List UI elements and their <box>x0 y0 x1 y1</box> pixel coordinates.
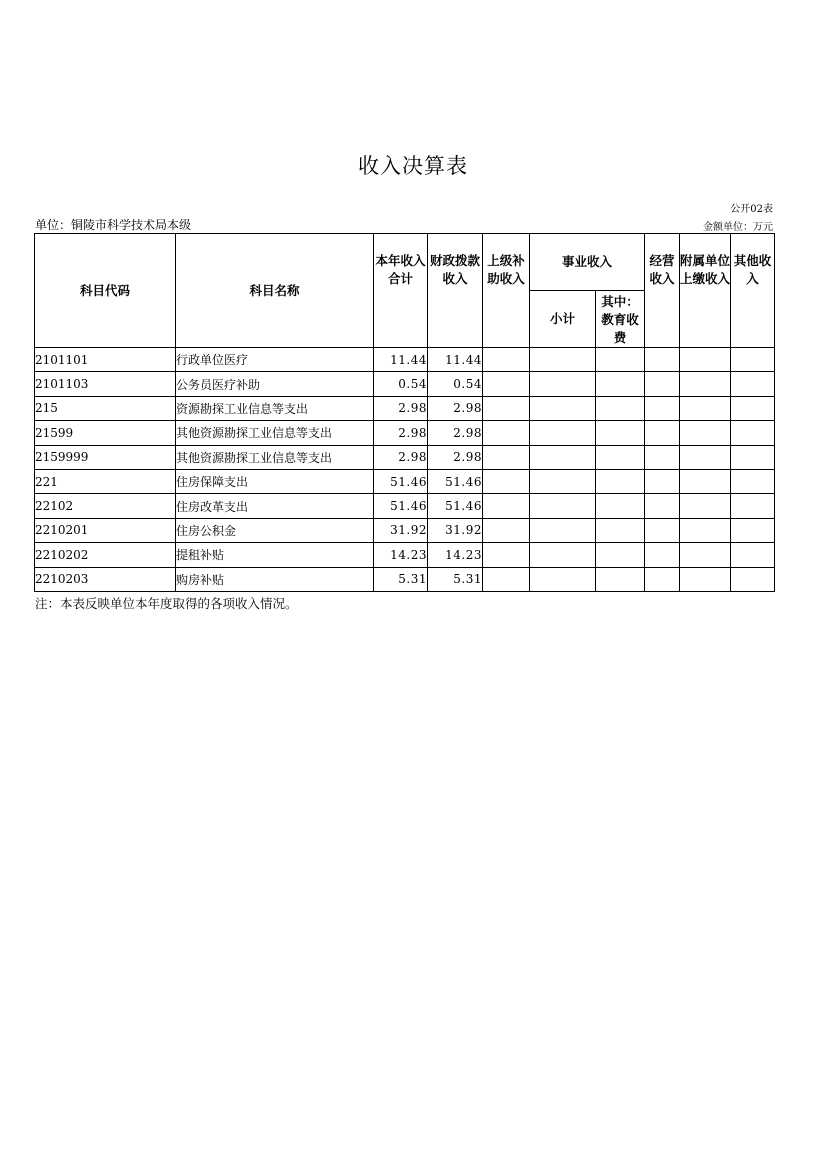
cell-education <box>596 494 645 518</box>
header-code: 科目代码 <box>35 234 176 348</box>
cell-name: 住房改革支出 <box>176 494 374 518</box>
header-superior: 上级补助收入 <box>483 234 530 348</box>
cell-total: 11.44 <box>374 348 428 372</box>
cell-operating <box>645 396 680 420</box>
cell-superior <box>483 518 530 542</box>
cell-fiscal: 31.92 <box>428 518 483 542</box>
cell-fiscal: 2.98 <box>428 396 483 420</box>
cell-total: 2.98 <box>374 396 428 420</box>
table-row <box>35 421 775 445</box>
cell-affiliated <box>680 567 731 591</box>
cell-name: 住房公积金 <box>176 518 374 542</box>
table-row <box>35 567 775 591</box>
header-education: 其中：教育收费 <box>596 291 645 348</box>
table-row <box>35 396 775 420</box>
cell-name: 资源勘探工业信息等支出 <box>176 396 374 420</box>
cell-subtotal <box>530 396 596 420</box>
cell-superior <box>483 567 530 591</box>
table-row <box>35 543 775 567</box>
cell-affiliated <box>680 518 731 542</box>
cell-subtotal <box>530 421 596 445</box>
cell-fiscal: 5.31 <box>428 567 483 591</box>
cell-code: 2101103 <box>35 372 176 396</box>
cell-fiscal: 2.98 <box>428 421 483 445</box>
cell-name: 公务员医疗补助 <box>176 372 374 396</box>
cell-code: 2210201 <box>35 518 176 542</box>
cell-name: 住房保障支出 <box>176 469 374 493</box>
cell-name: 其他资源勘探工业信息等支出 <box>176 421 374 445</box>
cell-name: 行政单位医疗 <box>176 348 374 372</box>
cell-code: 22102 <box>35 494 176 518</box>
cell-affiliated <box>680 445 731 469</box>
cell-superior <box>483 543 530 567</box>
cell-education <box>596 372 645 396</box>
cell-subtotal <box>530 348 596 372</box>
cell-superior <box>483 348 530 372</box>
cell-code: 221 <box>35 469 176 493</box>
cell-other <box>731 518 775 542</box>
cell-total: 2.98 <box>374 445 428 469</box>
cell-operating <box>645 372 680 396</box>
cell-total: 51.46 <box>374 469 428 493</box>
cell-total: 2.98 <box>374 421 428 445</box>
cell-affiliated <box>680 372 731 396</box>
cell-other <box>731 445 775 469</box>
header-business: 事业收入 <box>530 234 645 291</box>
cell-fiscal: 51.46 <box>428 494 483 518</box>
cell-subtotal <box>530 567 596 591</box>
cell-education <box>596 445 645 469</box>
cell-fiscal: 51.46 <box>428 469 483 493</box>
cell-other <box>731 567 775 591</box>
cell-code: 2210202 <box>35 543 176 567</box>
cell-education <box>596 567 645 591</box>
table-row <box>35 445 775 469</box>
header-name: 科目名称 <box>176 234 374 348</box>
cell-other <box>731 421 775 445</box>
cell-subtotal <box>530 469 596 493</box>
cell-operating <box>645 421 680 445</box>
table-row <box>35 494 775 518</box>
cell-superior <box>483 372 530 396</box>
cell-superior <box>483 494 530 518</box>
cell-education <box>596 396 645 420</box>
cell-other <box>731 396 775 420</box>
cell-name: 提租补贴 <box>176 543 374 567</box>
cell-subtotal <box>530 494 596 518</box>
cell-affiliated <box>680 421 731 445</box>
header-operating: 经营收入 <box>645 234 680 348</box>
cell-education <box>596 469 645 493</box>
header-affiliated: 附属单位上缴收入 <box>680 234 731 348</box>
cell-code: 2210203 <box>35 567 176 591</box>
cell-fiscal: 14.23 <box>428 543 483 567</box>
cell-affiliated <box>680 543 731 567</box>
header-fiscal: 财政拨款收入 <box>428 234 483 348</box>
cell-affiliated <box>680 469 731 493</box>
cell-total: 0.54 <box>374 372 428 396</box>
cell-education <box>596 421 645 445</box>
cell-subtotal <box>530 372 596 396</box>
cell-superior <box>483 421 530 445</box>
cell-other <box>731 348 775 372</box>
cell-education <box>596 348 645 372</box>
cell-fiscal: 11.44 <box>428 348 483 372</box>
unit-label: 单位：铜陵市科学技术局本级 <box>35 218 192 232</box>
cell-operating <box>645 518 680 542</box>
cell-operating <box>645 469 680 493</box>
cell-total: 51.46 <box>374 494 428 518</box>
table-row <box>35 469 775 493</box>
cell-superior <box>483 469 530 493</box>
footnote: 注：本表反映单位本年度取得的各项收入情况。 <box>35 596 298 611</box>
cell-subtotal <box>530 518 596 542</box>
cell-operating <box>645 348 680 372</box>
cell-code: 215 <box>35 396 176 420</box>
cell-other <box>731 469 775 493</box>
cell-education <box>596 543 645 567</box>
table-row <box>35 518 775 542</box>
cell-other <box>731 543 775 567</box>
header-subtotal: 小计 <box>530 291 596 348</box>
income-table <box>34 233 775 592</box>
cell-affiliated <box>680 494 731 518</box>
cell-education <box>596 518 645 542</box>
cell-operating <box>645 567 680 591</box>
page-title: 收入决算表 <box>358 154 468 178</box>
cell-code: 2101101 <box>35 348 176 372</box>
cell-subtotal <box>530 445 596 469</box>
header-other: 其他收入 <box>731 234 775 348</box>
cell-affiliated <box>680 396 731 420</box>
cell-superior <box>483 396 530 420</box>
table-row <box>35 348 775 372</box>
cell-name: 购房补贴 <box>176 567 374 591</box>
cell-code: 21599 <box>35 421 176 445</box>
cell-operating <box>645 494 680 518</box>
cell-subtotal <box>530 543 596 567</box>
cell-other <box>731 494 775 518</box>
cell-code: 2159999 <box>35 445 176 469</box>
cell-superior <box>483 445 530 469</box>
cell-other <box>731 372 775 396</box>
cell-fiscal: 2.98 <box>428 445 483 469</box>
cell-total: 31.92 <box>374 518 428 542</box>
cell-name: 其他资源勘探工业信息等支出 <box>176 445 374 469</box>
table-row <box>35 372 775 396</box>
cell-total: 14.23 <box>374 543 428 567</box>
money-unit-label: 金额单位：万元 <box>703 222 773 233</box>
cell-operating <box>645 543 680 567</box>
cell-total: 5.31 <box>374 567 428 591</box>
cell-affiliated <box>680 348 731 372</box>
header-total: 本年收入合计 <box>374 234 428 348</box>
cell-fiscal: 0.54 <box>428 372 483 396</box>
cell-operating <box>645 445 680 469</box>
form-number: 公开02表 <box>730 204 773 215</box>
